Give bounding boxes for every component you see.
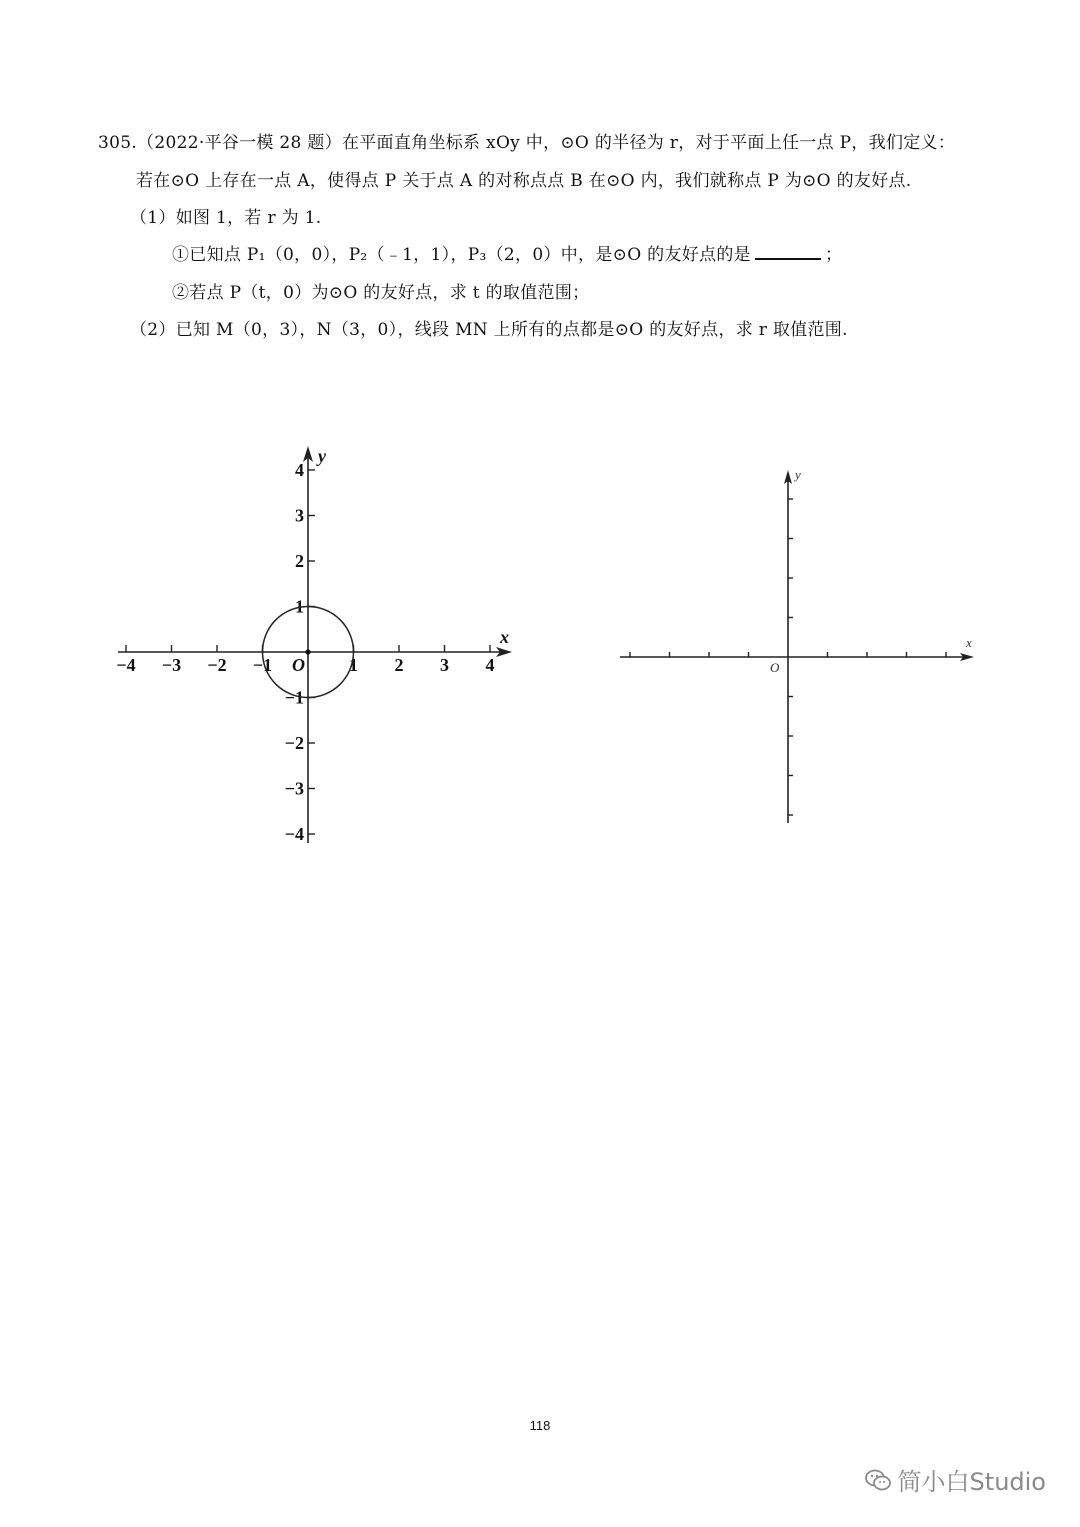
y-tick-label: −4	[284, 824, 304, 844]
y-tick-label: −3	[284, 778, 304, 799]
x-tick-label: 1	[349, 655, 358, 675]
x-tick-label: −4	[116, 655, 136, 675]
problem-line-3: （1）如图 1，若 r 为 1.	[130, 208, 322, 228]
x-tick-label: 3	[440, 655, 449, 675]
x-tick-label: −2	[207, 655, 227, 675]
page-number: 118	[529, 1418, 551, 1433]
figure-2-origin-label: O	[770, 660, 780, 675]
figure-2-x-axis-label: x	[966, 635, 972, 650]
problem-line-2: 若在⊙O 上存在一点 A，使得点 P 关于点 A 的对称点点 B 在⊙O 内，我们就称点 P 为⊙O 的友好点.	[136, 171, 912, 191]
problem-line-6: （2）已知 M（0，3），N（3，0），线段 MN 上所有的点都是⊙O 的友好点，求 r 取值范围.	[130, 320, 848, 340]
figure-2-axes	[620, 470, 974, 823]
x-tick-label: −1	[252, 655, 273, 675]
watermark	[864, 1462, 1046, 1497]
figure-1-x-axis-label: x	[500, 627, 509, 647]
watermark-text: 简小白Studio	[897, 1468, 1046, 1496]
problem-line-1: 305.（2022·平谷一模 28 题）在平面直角坐标系 xOy 中，⊙O 的半径为 r，对于平面上任一点 P，我们定义：	[98, 133, 956, 153]
y-tick-label: 2	[295, 551, 304, 571]
problem-line-4-text: ①已知点 P₁（0，0），P₂（﹣1，1），P₃（2，0）中，是⊙O 的友好点的是	[172, 245, 751, 265]
y-tick-label: 4	[295, 460, 304, 480]
x-tick-label: −3	[161, 655, 182, 675]
x-tick-label: 4	[485, 655, 495, 675]
x-tick-label: 2	[394, 655, 404, 675]
figure-1-origin-label: O	[292, 655, 305, 675]
y-tick-label: −2	[284, 733, 304, 753]
wechat-icon	[864, 1468, 892, 1492]
y-tick-label: 1	[295, 596, 304, 617]
figure-1-y-axis-label: y	[318, 446, 326, 466]
problem-line-4-end: ；	[824, 245, 843, 265]
y-tick-label: 3	[295, 505, 304, 526]
figure-2-y-axis-label: y	[795, 467, 801, 482]
problem-line-5: ②若点 P（t，0）为⊙O 的友好点，求 t 的取值范围；	[172, 283, 590, 303]
y-tick-label: −1	[284, 687, 304, 708]
